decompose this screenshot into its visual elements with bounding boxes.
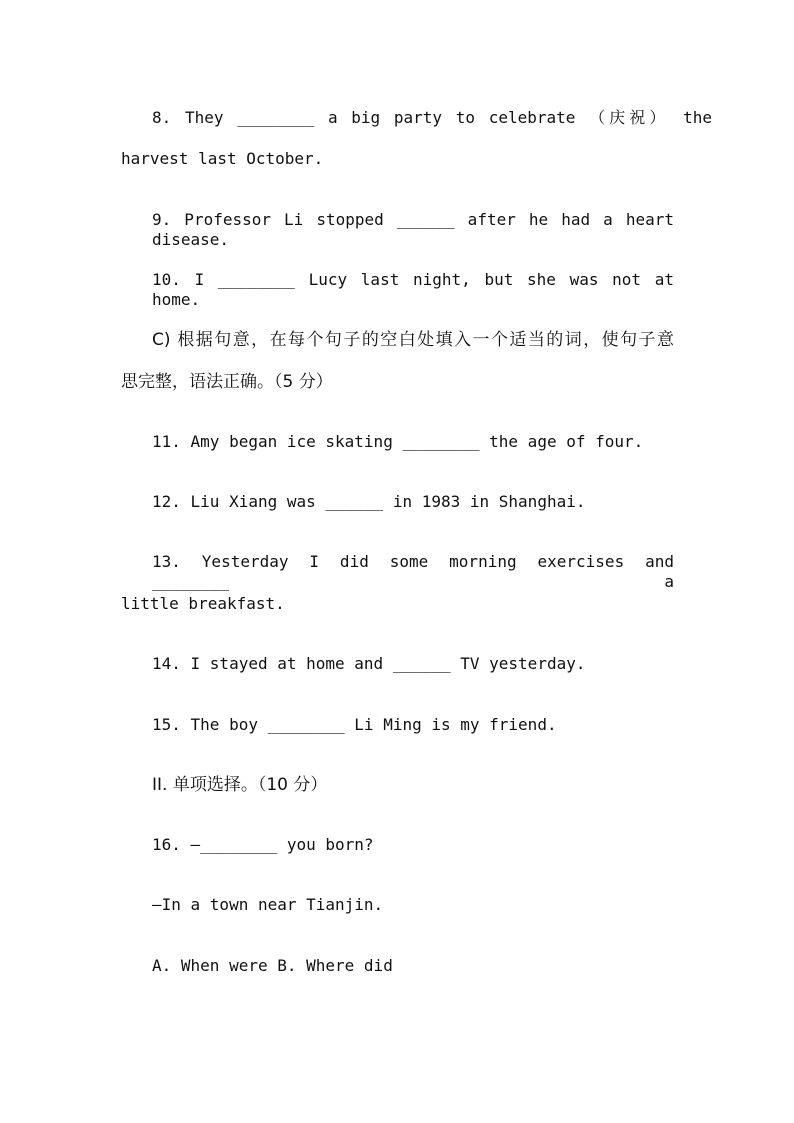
question-10: 10. I ________ Lucy last night, but she was not at home. — [152, 270, 674, 309]
question-16-options: A. When were B. Where did — [152, 956, 393, 975]
question-13-line-2: little breakfast. — [121, 594, 285, 613]
question-16-answer: —In a town near Tianjin. — [152, 895, 384, 914]
question-8-line-2: harvest last October. — [121, 149, 324, 168]
question-13-line-1: 13. Yesterday I did some morning exercises and ________ a — [152, 552, 674, 591]
question-11: 11. Amy began ice skating ________ the age of four. — [152, 432, 644, 451]
question-8-line-1: 8. They ________ a big party to celebrate （庆祝） the — [152, 108, 712, 127]
section-ii-heading: II. 单项选择。（10 分） — [152, 775, 328, 795]
question-14: 14. I stayed at home and ______ TV yesterday. — [152, 654, 586, 673]
question-15: 15. The boy ________ Li Ming is my friend. — [152, 715, 557, 734]
section-c-instructions-line-1: C) 根据句意，在每个句子的空白处填入一个适当的词，使句子意 — [152, 330, 674, 350]
question-12: 12. Liu Xiang was ______ in 1983 in Shanghai. — [152, 492, 586, 511]
question-9: 9. Professor Li stopped ______ after he had a heart disease. — [152, 210, 674, 249]
question-16: 16. —________ you born? — [152, 835, 374, 854]
section-c-instructions-line-2: 思完整，语法正确。（5 分） — [121, 372, 333, 392]
